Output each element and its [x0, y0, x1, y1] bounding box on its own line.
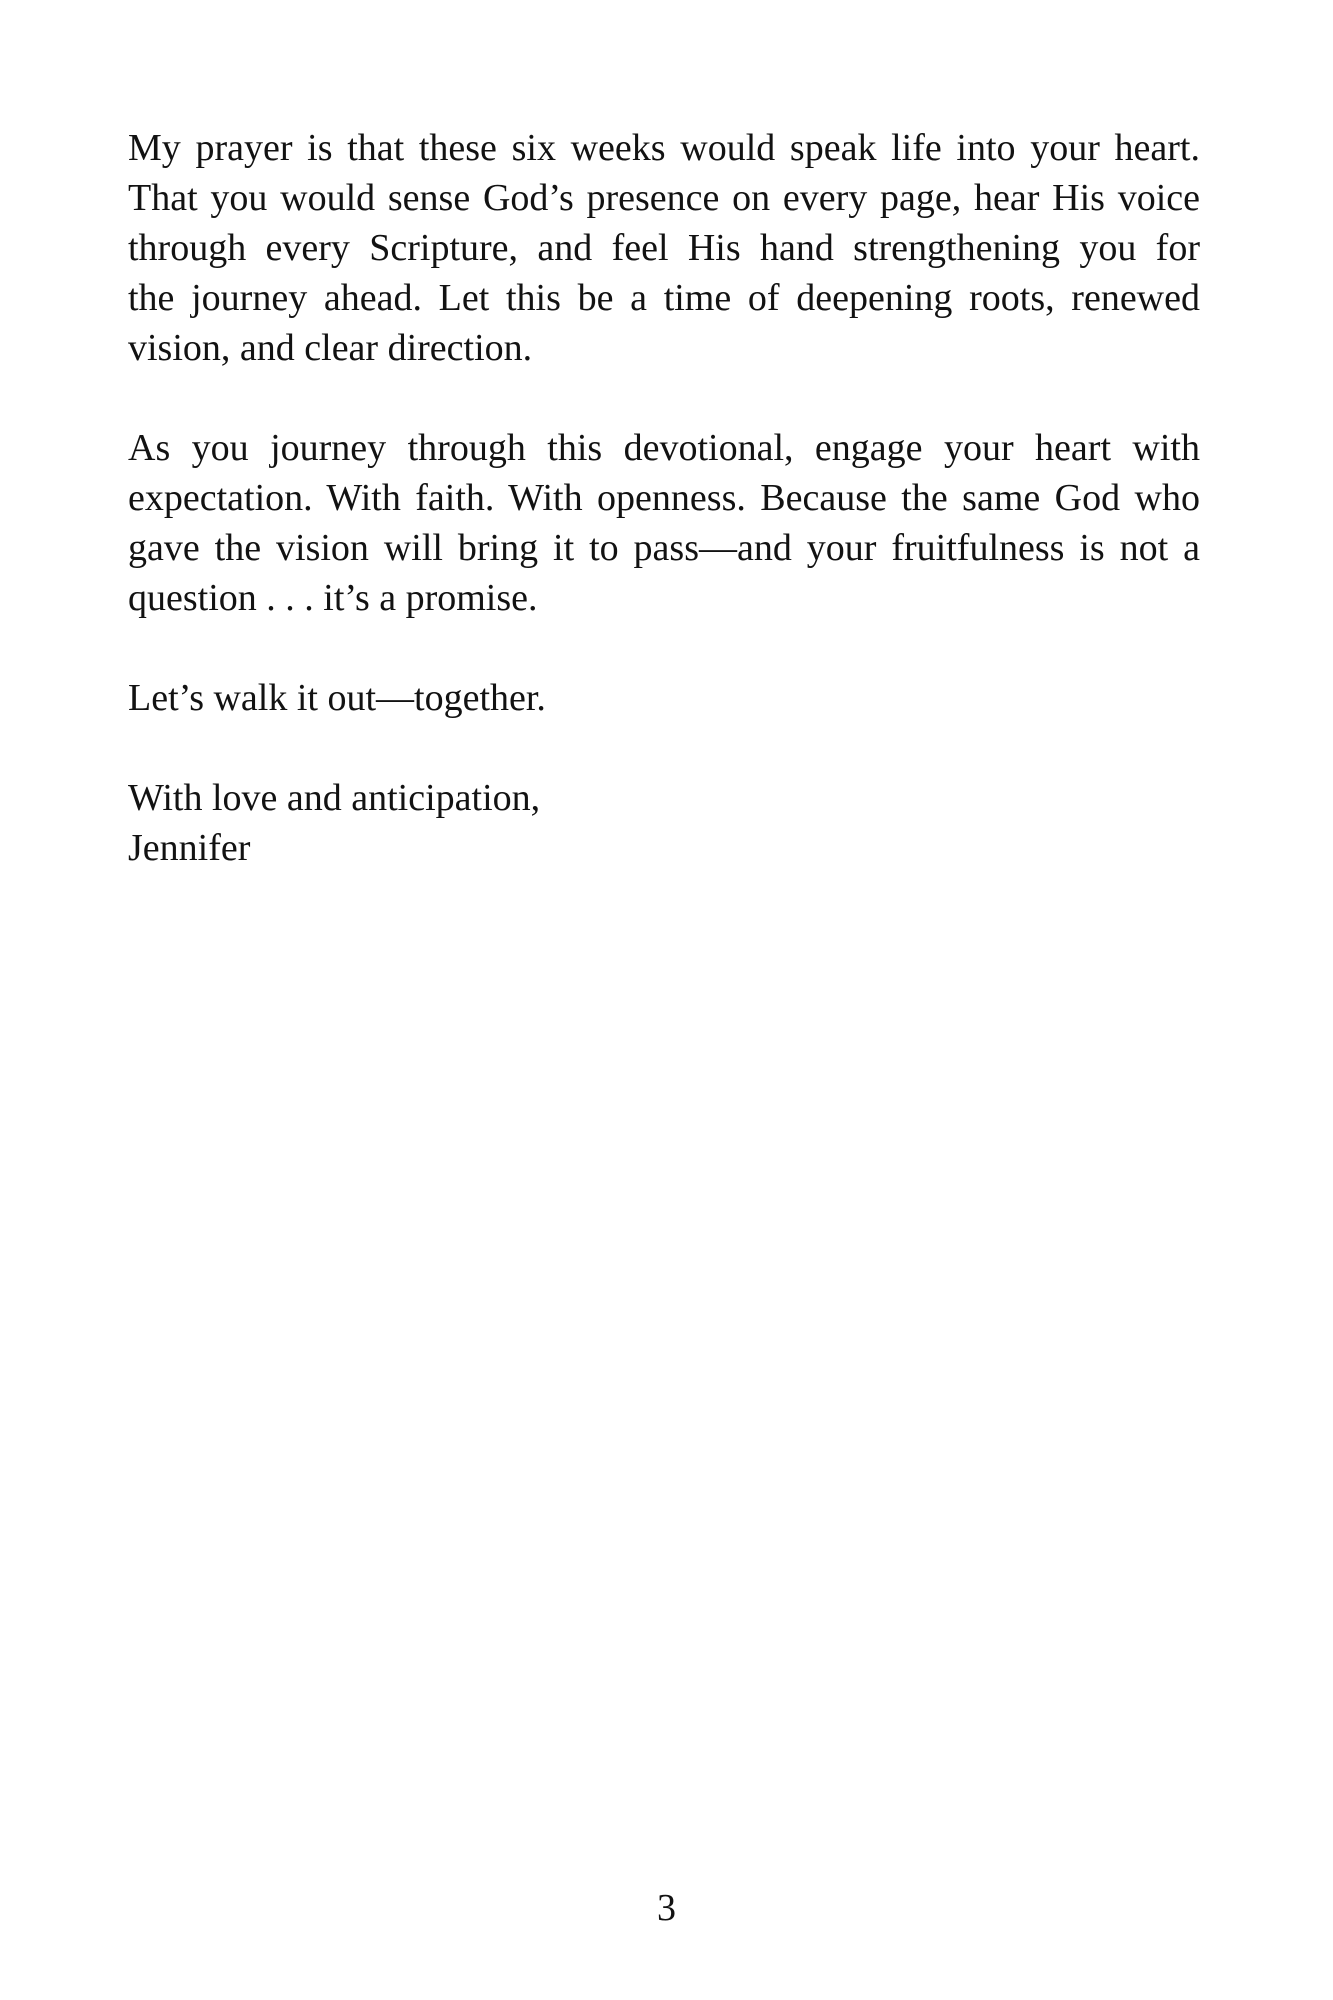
text-line: through every Scripture, and feel His hand strengthening you for	[128, 227, 1200, 269]
text-line: My prayer is that these six weeks would speak life into your heart.	[128, 127, 1200, 169]
text-line: With love and anticipation,	[128, 777, 541, 819]
text-line: Let’s walk it out—together.	[128, 677, 546, 719]
text-line: the journey ahead. Let this be a time of deepening roots, renewed	[128, 277, 1200, 319]
paragraph	[128, 673, 1200, 723]
paragraph	[128, 423, 1200, 623]
text-line: Jennifer	[128, 827, 251, 869]
page-body	[128, 123, 1200, 923]
text-line: vision, and clear direction.	[128, 327, 533, 369]
text-line: expectation. With faith. With openness. Because the same God who	[128, 477, 1200, 519]
paragraph	[128, 123, 1200, 373]
text-line: As you journey through this devotional, engage your heart with	[128, 427, 1200, 469]
text-line: gave the vision will bring it to pass—and your fruitfulness is not a	[128, 527, 1200, 569]
text-line: question . . . it’s a promise.	[128, 577, 538, 619]
page-footer	[0, 1883, 1333, 1933]
page-number: 3	[657, 1887, 676, 1929]
text-line: That you would sense God’s presence on every page, hear His voice	[128, 177, 1200, 219]
paragraph	[128, 773, 1200, 873]
